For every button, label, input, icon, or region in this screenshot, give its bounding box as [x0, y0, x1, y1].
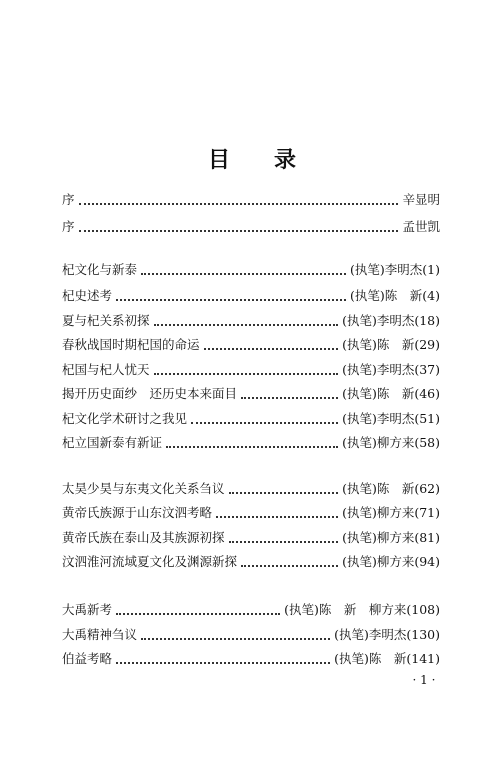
toc-entry-title: 揭开历史面纱 还历史本来面目 — [62, 386, 238, 401]
toc-entry-author-page: 辛显明 — [402, 192, 440, 207]
toc-entry — [62, 284, 440, 304]
toc-entry — [62, 215, 440, 235]
toc-entry — [62, 647, 440, 667]
toc-entry-title: 杞文化与新泰 — [62, 262, 138, 277]
toc-leader-dots — [141, 638, 330, 640]
toc-entry — [62, 309, 440, 329]
toc-entry-title: 序 — [62, 219, 75, 234]
toc-entry-title: 大禹精神刍议 — [62, 627, 138, 642]
toc-entry-author-page: (执笔)李明杰(37) — [342, 362, 440, 377]
title-char-1: 目 — [207, 147, 230, 173]
toc-leader-dots — [166, 446, 338, 448]
toc-entry-title: 伯益考略 — [62, 651, 113, 666]
toc-entry — [62, 501, 440, 521]
toc-entry-title: 太昊少昊与东夷文化关系刍议 — [62, 481, 225, 496]
toc-leader-dots — [154, 373, 339, 375]
toc-leader-dots — [241, 565, 338, 567]
toc-entry-author-page: (执笔)李明杰(51) — [342, 411, 440, 426]
toc-entry-author-page: (执笔)陈 新(29) — [342, 337, 440, 352]
toc-entry-title: 春秋战国时期杞国的命运 — [62, 337, 200, 352]
toc-entry — [62, 382, 440, 402]
toc-entry-author-page: (执笔)陈 新(62) — [342, 481, 440, 496]
toc-leader-dots — [141, 273, 346, 275]
toc-entry-title: 杞史述考 — [62, 288, 113, 303]
toc-leader-dots — [229, 492, 339, 494]
toc-entry-author-page: (执笔)柳方来(58) — [342, 435, 440, 450]
toc-entry — [62, 431, 440, 451]
toc-entry — [62, 258, 440, 278]
toc-entry — [62, 358, 440, 378]
toc-entry-author-page: (执笔)李明杰(130) — [334, 627, 440, 642]
toc-entry-author-page: (执笔)李明杰(1) — [350, 262, 440, 277]
toc-leader-dots — [116, 662, 330, 664]
toc-leader-dots — [116, 299, 346, 301]
toc-entry-title: 序 — [62, 192, 75, 207]
toc-entry-author-page: (执笔)李明杰(18) — [342, 313, 440, 328]
page-number: · 1 · — [412, 673, 436, 687]
toc-entry-title: 汶泗淮河流域夏文化及渊源新探 — [62, 554, 238, 569]
toc-entry-author-page: (执笔)柳方来(94) — [342, 554, 440, 569]
toc-entry — [62, 623, 440, 643]
toc-leader-dots — [191, 422, 338, 424]
toc-leader-dots — [241, 397, 338, 399]
toc-entry — [62, 477, 440, 497]
toc-entry — [62, 188, 440, 208]
toc-leader-dots — [204, 348, 339, 350]
toc-entry-title: 杞立国新泰有新证 — [62, 435, 163, 450]
toc-entry-author-page: (执笔)陈 新(4) — [350, 288, 440, 303]
title-char-2: 录 — [274, 147, 297, 173]
toc-entry-title: 杞文化学术研讨之我见 — [62, 411, 188, 426]
toc-leader-dots — [216, 516, 338, 518]
toc-entry-title: 黄帝氏族在泰山及其族源初探 — [62, 530, 225, 545]
toc-entry — [62, 526, 440, 546]
toc-leader-dots — [79, 203, 399, 205]
toc-entry-author-page: (执笔)陈 新 柳方来(108) — [284, 602, 440, 617]
toc-entry-title: 夏与杞关系初探 — [62, 313, 150, 328]
toc-leader-dots — [79, 230, 399, 232]
toc-leader-dots — [229, 541, 339, 543]
toc-entry — [62, 598, 440, 618]
toc-entry-title: 大禹新考 — [62, 602, 113, 617]
toc-entry-author-page: (执笔)陈 新(46) — [342, 386, 440, 401]
toc-entry — [62, 550, 440, 570]
toc-entry — [62, 407, 440, 427]
toc-leader-dots — [154, 324, 339, 326]
toc-entry-author-page: (执笔)柳方来(71) — [342, 505, 440, 520]
toc-entry — [62, 333, 440, 353]
page-title — [0, 143, 504, 174]
toc-entry-author-page: 孟世凯 — [402, 219, 440, 234]
toc-leader-dots — [116, 613, 280, 615]
toc-entry-author-page: (执笔)陈 新(141) — [334, 651, 440, 666]
toc-entry-author-page: (执笔)柳方来(81) — [342, 530, 440, 545]
toc-entry-title: 黄帝氏族源于山东汶泗考略 — [62, 505, 213, 520]
toc-entry-title: 杞国与杞人忧天 — [62, 362, 150, 377]
